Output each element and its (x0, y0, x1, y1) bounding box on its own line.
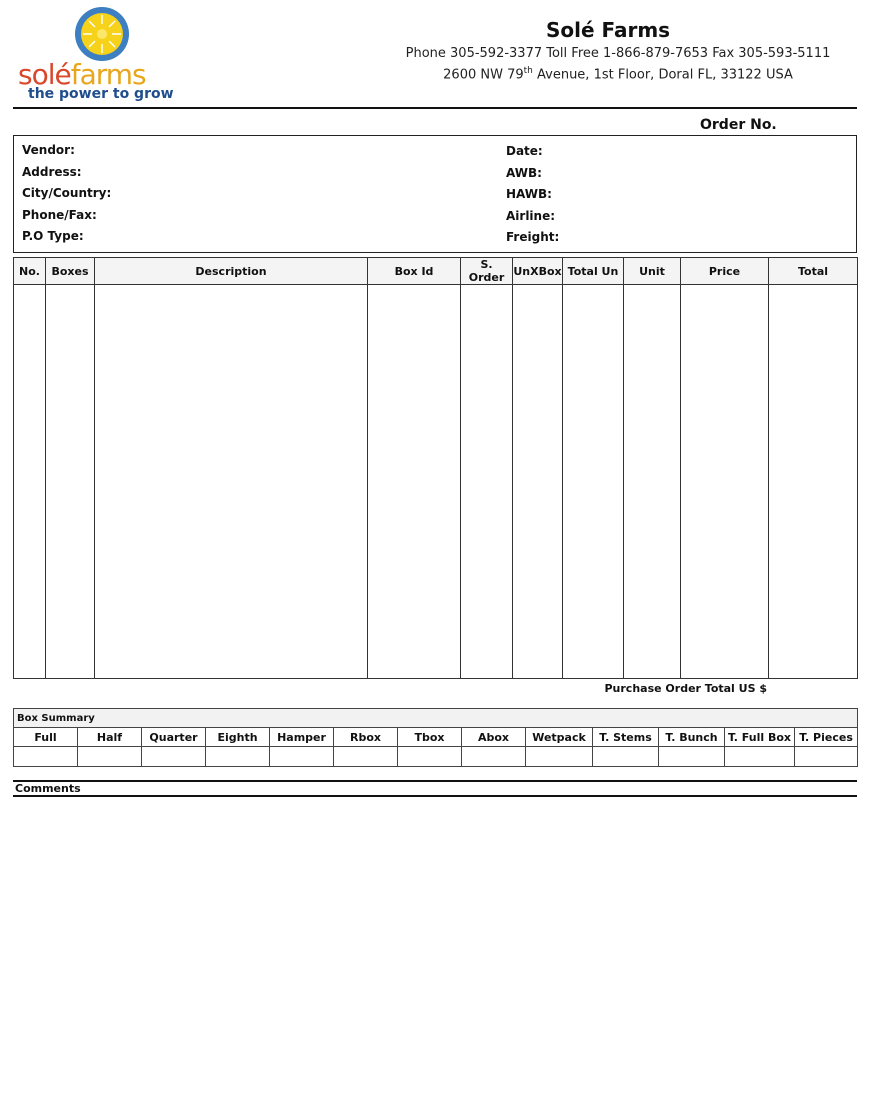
items-cell-price (681, 285, 769, 679)
col-header-boxes: Boxes (46, 258, 95, 285)
vendor-label: Vendor: (22, 143, 75, 157)
order-no-label: Order No. (700, 117, 777, 133)
line-items-table (13, 257, 858, 679)
box-summary-table (13, 708, 858, 767)
col-header-box-id: Box Id (368, 258, 461, 285)
col-header-s-order: S. Order (461, 258, 513, 285)
comments-label: Comments (15, 782, 81, 795)
items-cell-total (769, 285, 858, 679)
bs-cell (78, 747, 142, 767)
bs-cell (334, 747, 398, 767)
bs-header-full: Full (14, 728, 78, 747)
date-label: Date: (506, 144, 543, 158)
box-summary-title-row (14, 709, 858, 728)
bs-cell (462, 747, 526, 767)
bs-header-tbox: Tbox (398, 728, 462, 747)
sun-logo-icon (74, 6, 130, 62)
hawb-label: HAWB: (506, 187, 552, 201)
logo-word-sole: solé (18, 58, 71, 91)
bs-cell (270, 747, 334, 767)
bs-header-hamper: Hamper (270, 728, 334, 747)
items-cell-boxes (46, 285, 95, 679)
bs-header-t-stems: T. Stems (593, 728, 659, 747)
address-superscript: th (523, 66, 533, 76)
airline-label: Airline: (506, 209, 556, 223)
comments-top-rule (13, 780, 857, 782)
company-contact-line: Phone 305-592-3377 Toll Free 1-866-879-7653 Fax 305-593-5111 (405, 46, 831, 61)
col-header-price: Price (681, 258, 769, 285)
items-cell-total-un (563, 285, 624, 679)
order-info-box (13, 135, 857, 253)
bs-header-eighth: Eighth (206, 728, 270, 747)
bs-header-t-bunch: T. Bunch (659, 728, 725, 747)
address-label: Address: (22, 165, 82, 179)
purchase-order-total-label: Purchase Order Total US $ (604, 682, 767, 695)
col-header-unit: Unit (624, 258, 681, 285)
bs-header-half: Half (78, 728, 142, 747)
items-body-row (14, 285, 858, 679)
bs-header-wetpack: Wetpack (526, 728, 593, 747)
bs-cell (795, 747, 858, 767)
bs-cell (206, 747, 270, 767)
company-address-line (380, 66, 856, 82)
col-header-description: Description (95, 258, 368, 285)
logo-tagline: the power to grow (28, 86, 174, 102)
box-summary-header-row (14, 728, 858, 747)
comments-bottom-rule (13, 795, 857, 797)
logo-word-farms: farms (70, 58, 146, 91)
bs-cell (593, 747, 659, 767)
items-cell-unxbox (513, 285, 563, 679)
bs-header-rbox: Rbox (334, 728, 398, 747)
bs-header-t-pieces: T. Pieces (795, 728, 858, 747)
awb-label: AWB: (506, 166, 542, 180)
city-country-label: City/Country: (22, 186, 112, 200)
company-name: Solé Farms (545, 18, 671, 42)
bs-header-abox: Abox (462, 728, 526, 747)
bs-header-t-full-box: T. Full Box (725, 728, 795, 747)
company-logo (16, 6, 186, 106)
col-header-unxbox: UnXBox (513, 258, 563, 285)
items-cell-box-id (368, 285, 461, 679)
bs-cell (14, 747, 78, 767)
bs-cell (398, 747, 462, 767)
items-cell-s-order (461, 285, 513, 679)
phone-fax-label: Phone/Fax: (22, 208, 97, 222)
box-summary-value-row (14, 747, 858, 767)
bs-cell (659, 747, 725, 767)
bs-cell (142, 747, 206, 767)
bs-header-quarter: Quarter (142, 728, 206, 747)
header-divider (13, 107, 857, 109)
col-header-total: Total (769, 258, 858, 285)
freight-label: Freight: (506, 230, 560, 244)
items-cell-description (95, 285, 368, 679)
bs-cell (526, 747, 593, 767)
address-part-1: 2600 NW 79 (443, 67, 524, 83)
items-cell-no (14, 285, 46, 679)
col-header-no: No. (14, 258, 46, 285)
address-part-2: Avenue, 1st Floor, Doral FL, 33122 USA (532, 67, 793, 83)
col-header-total-un: Total Un (563, 258, 624, 285)
po-type-label: P.O Type: (22, 229, 84, 243)
items-header-row (14, 258, 858, 285)
items-cell-unit (624, 285, 681, 679)
box-summary-title: Box Summary (14, 709, 858, 728)
bs-cell (725, 747, 795, 767)
